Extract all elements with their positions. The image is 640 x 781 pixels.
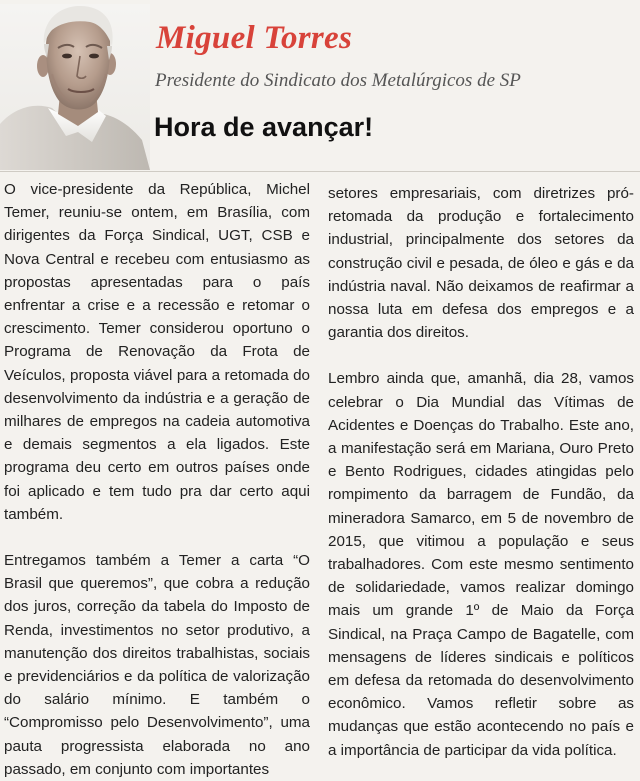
article-headline: Hora de avançar! xyxy=(154,112,374,142)
article-header xyxy=(0,0,640,172)
left-paragraph-1: O vice-presidente da República, Michel Temer, reuniu-se ontem, em Brasília, com dirigentes da Força Sindical, UGT, CSB e Nova Central e recebeu com entusiasmo as propostas apresentadas para o país enfrentar a crise e a recessão e retomar o crescimento. Temer considerou oportuno o Programa de Renovação da Frota de Veículos, proposta viável para a retomada do desenvolvimento da indústria e a geração de milhares de empregos na cadeia automotiva e demais segmentos a ela ligados. Este programa deu certo em outros países onde foi aplicado e tem tudo pra dar certo aqui também. xyxy=(4,181,310,523)
author-name: Miguel Torres xyxy=(156,20,353,56)
article-column-right xyxy=(328,182,634,762)
header-divider xyxy=(0,171,640,172)
author-role: Presidente do Sindicato dos Metalúrgicos de SP xyxy=(155,70,521,91)
left-paragraph-2: Entregamos também a Temer a carta “O Brasil que queremos”, que cobra a redução dos juros, correção da tabela do Imposto de Renda, investimentos no setor produtivo, a manutenção dos direitos trabalhistas, sociais e previdenciários e da política de valorização do salário mínimo. E também o “Compromisso pelo Desenvolvimento”, uma pauta progressista elaborada no ano passado, em conjunto com importantes xyxy=(4,552,310,778)
right-paragraph-2: Lembro ainda que, amanhã, dia 28, vamos celebrar o Dia Mundial das Vítimas de Acidentes e Doenças do Trabalho. Este ano, a manifestação será em Mariana, Ouro Preto e Bento Rodrigues, cidades atingidas pelo rompimento da barragem de Fundão, da mineradora Samarco, em 5 de novembro de 2015, que vitimou a população e seus trabalhadores. Com este mesmo sentimento de solidariedade, vamos realizar domingo mais um grande 1º de Maio da Força Sindical, na Praça Campo de Bagatelle, com mensagens de líderes sindicais e políticos em defesa da retomada do desenvolvimento econômico. Vamos refletir sobre as mudanças que estão acontecendo no país e a importância de participar da vida política. xyxy=(328,370,634,759)
author-portrait xyxy=(0,4,150,170)
article-column-left xyxy=(4,178,310,781)
right-paragraph-1: setores empresariais, com diretrizes pró-retomada da produção e fortalecimento industrial, principalmente dos setores da construção civil e pesada, de óleo e gás e da indústria naval. Não deixamos de reafirmar a nossa luta em defesa dos empregos e a garantia dos direitos. xyxy=(328,185,634,342)
author-photo xyxy=(0,4,150,170)
